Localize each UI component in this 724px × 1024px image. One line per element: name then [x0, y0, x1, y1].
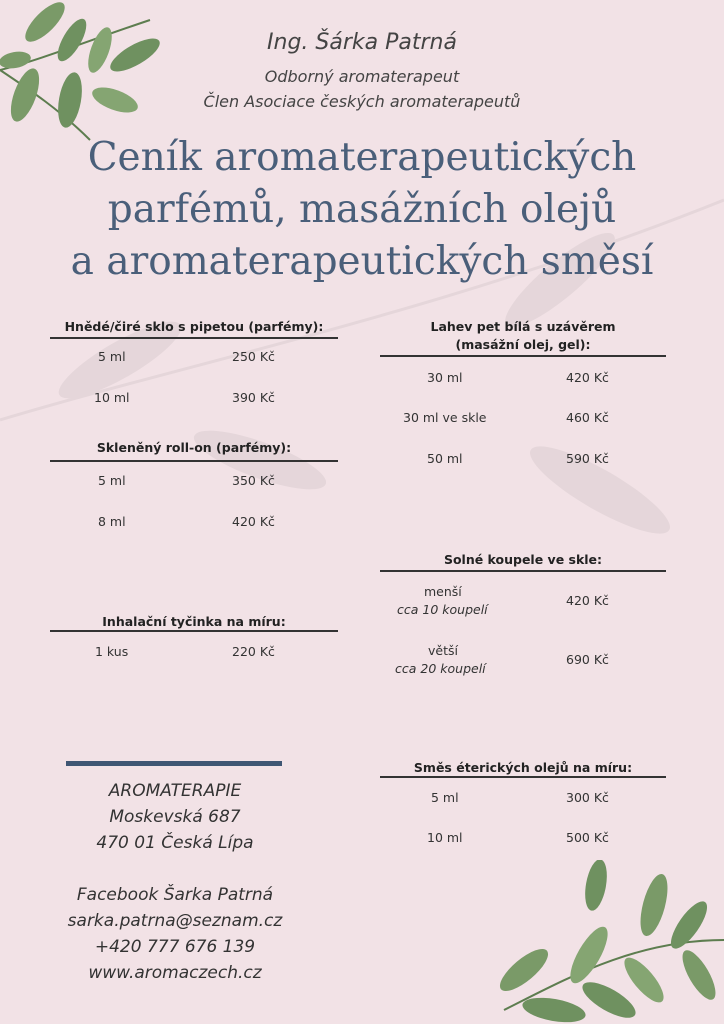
size-label: 5 ml [98, 473, 126, 488]
author-role: Odborný aromaterapeut [264, 67, 460, 86]
size-label: 50 ml [427, 451, 463, 466]
size-label: 8 ml [98, 514, 126, 529]
price-label: 250 Kč [232, 349, 275, 364]
website-link[interactable]: www.aromaczech.cz [88, 963, 262, 983]
size-label: 1 kus [95, 644, 129, 659]
section-title-pet-bottle-line-2: (masážní olej, gel): [455, 337, 591, 352]
section-rule [50, 630, 338, 632]
section-title-inhaler: Inhalační tyčinka na míru: [102, 614, 286, 629]
section-rule [380, 776, 666, 778]
section-rule [380, 570, 666, 572]
section-title-brown-glass: Hnědé/čiré sklo s pipetou (parfémy): [64, 319, 324, 334]
section-title-roll-on: Skleněný roll-on (parfémy): [96, 440, 292, 455]
business-name: AROMATERAPIE [108, 781, 242, 801]
price-label: 420 Kč [566, 370, 609, 385]
price-label: 350 Kč [232, 473, 275, 488]
size-label: 30 ml ve skle [403, 410, 487, 425]
note-label: cca 20 koupelí [395, 661, 486, 676]
section-rule [380, 355, 666, 357]
section-rule [50, 337, 338, 339]
size-label: 5 ml [98, 349, 126, 364]
address-city: 470 01 Česká Lípa [96, 833, 254, 853]
price-label: 460 Kč [566, 410, 609, 425]
price-label: 590 Kč [566, 451, 609, 466]
price-label: 390 Kč [232, 390, 275, 405]
size-label: větší [428, 643, 458, 658]
phone-link[interactable]: +420 777 676 139 [94, 937, 256, 957]
email-link[interactable]: sarka.patrna@seznam.cz [67, 911, 283, 931]
facebook-link[interactable]: Facebook Šarka Patrná [76, 885, 274, 905]
size-label: 10 ml [94, 390, 130, 405]
section-title-custom-blend: Směs éterických olejů na míru: [413, 760, 633, 775]
accent-bar [66, 761, 282, 766]
author-name: Ing. Šárka Patrná [267, 30, 457, 55]
section-rule [50, 460, 338, 462]
page-title-line-1: Ceník aromaterapeutických [87, 135, 637, 180]
price-label: 420 Kč [566, 593, 609, 608]
address-street: Moskevská 687 [109, 807, 241, 827]
price-label: 500 Kč [566, 830, 609, 845]
size-label: 5 ml [431, 790, 459, 805]
price-label: 690 Kč [566, 652, 609, 667]
price-label: 420 Kč [232, 514, 275, 529]
page-title-line-3: a aromaterapeutických směsí [70, 239, 654, 284]
size-label: 10 ml [427, 830, 463, 845]
size-label: menší [424, 584, 462, 599]
section-title-pet-bottle-line-1: Lahev pet bílá s uzávěrem [430, 319, 616, 334]
price-label: 300 Kč [566, 790, 609, 805]
author-membership: Člen Asociace českých aromaterapeutů [203, 92, 521, 111]
leaf-shadow-watermark [0, 160, 724, 660]
price-label: 220 Kč [232, 644, 275, 659]
note-label: cca 10 koupelí [397, 602, 488, 617]
leaf-branch-bottom-right [484, 860, 724, 1024]
page-title-line-2: parfémů, masážních olejů [107, 187, 617, 232]
section-title-salt-baths: Solné koupele ve skle: [443, 552, 603, 567]
size-label: 30 ml [427, 370, 463, 385]
